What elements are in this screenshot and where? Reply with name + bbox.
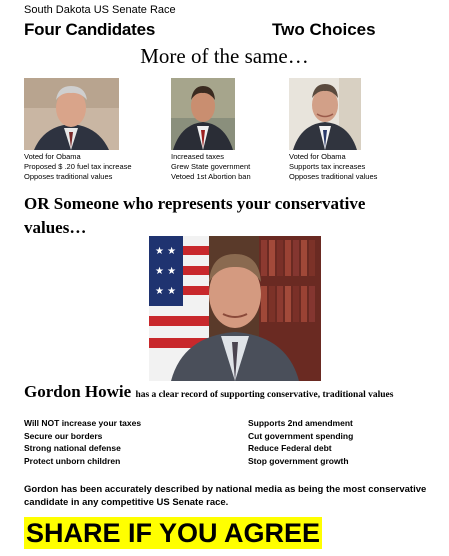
- position-item: Stop government growth: [248, 455, 349, 466]
- candidate-2-caption: [171, 152, 251, 182]
- position-item: Will NOT increase your taxes: [24, 418, 142, 428]
- position-item: Reduce Federal debt: [248, 443, 332, 453]
- candidate-1-line-3: Opposes traditional values: [24, 172, 113, 181]
- position-item: Strong national defense: [24, 443, 121, 453]
- featured-candidate-name: Gordon Howie: [24, 382, 132, 401]
- or-someone-heading: OR Someone who represents your conservative values…: [24, 194, 366, 237]
- candidate-1-caption: [24, 152, 132, 182]
- candidate-3-photo: [289, 78, 361, 150]
- two-choices-heading: Two Choices: [272, 20, 376, 39]
- candidate-3-line-1: Voted for Obama: [289, 152, 346, 161]
- positions-left-list: [24, 417, 141, 467]
- candidate-description: Gordon has been accurately described by national media as being the most conservative candidate in any competitive US Senate race.: [24, 484, 427, 508]
- position-item: Cut government spending: [248, 430, 354, 441]
- svg-text:★ ★: ★ ★: [155, 246, 177, 257]
- positions-right-list: [248, 417, 353, 467]
- featured-candidate-name-line: [24, 382, 393, 402]
- candidate-1-line-2: Proposed $ .20 fuel tax increase: [24, 162, 132, 171]
- candidate-3-line-2: Supports tax increases: [289, 162, 366, 171]
- position-item: Protect unborn children: [24, 455, 121, 466]
- share-banner: SHARE IF YOU AGREE: [26, 518, 321, 548]
- svg-text:★ ★: ★ ★: [155, 266, 177, 277]
- position-item: Secure our borders: [24, 430, 103, 441]
- svg-text:★ ★: ★ ★: [155, 286, 177, 297]
- candidate-2-line-1: Increased taxes: [171, 152, 224, 161]
- candidate-3-line-3: Opposes traditional values: [289, 172, 378, 181]
- candidate-3-caption: [289, 152, 377, 182]
- race-title: South Dakota US Senate Race: [24, 4, 176, 16]
- candidate-2-line-2: Grew State government: [171, 162, 251, 171]
- featured-candidate-tagline: has a clear record of supporting conservative, traditional values: [135, 390, 394, 400]
- candidate-1-photo: [24, 78, 119, 150]
- candidate-2-line-3: Vetoed 1st Abortion ban: [171, 172, 251, 181]
- candidate-1-line-1: Voted for Obama: [24, 152, 81, 161]
- four-candidates-heading: Four Candidates: [24, 20, 156, 39]
- candidate-2-photo: [171, 78, 235, 150]
- featured-candidate-photo: [149, 236, 321, 381]
- more-of-the-same-heading: More of the same…: [140, 44, 309, 68]
- position-item: Supports 2nd amendment: [248, 418, 353, 428]
